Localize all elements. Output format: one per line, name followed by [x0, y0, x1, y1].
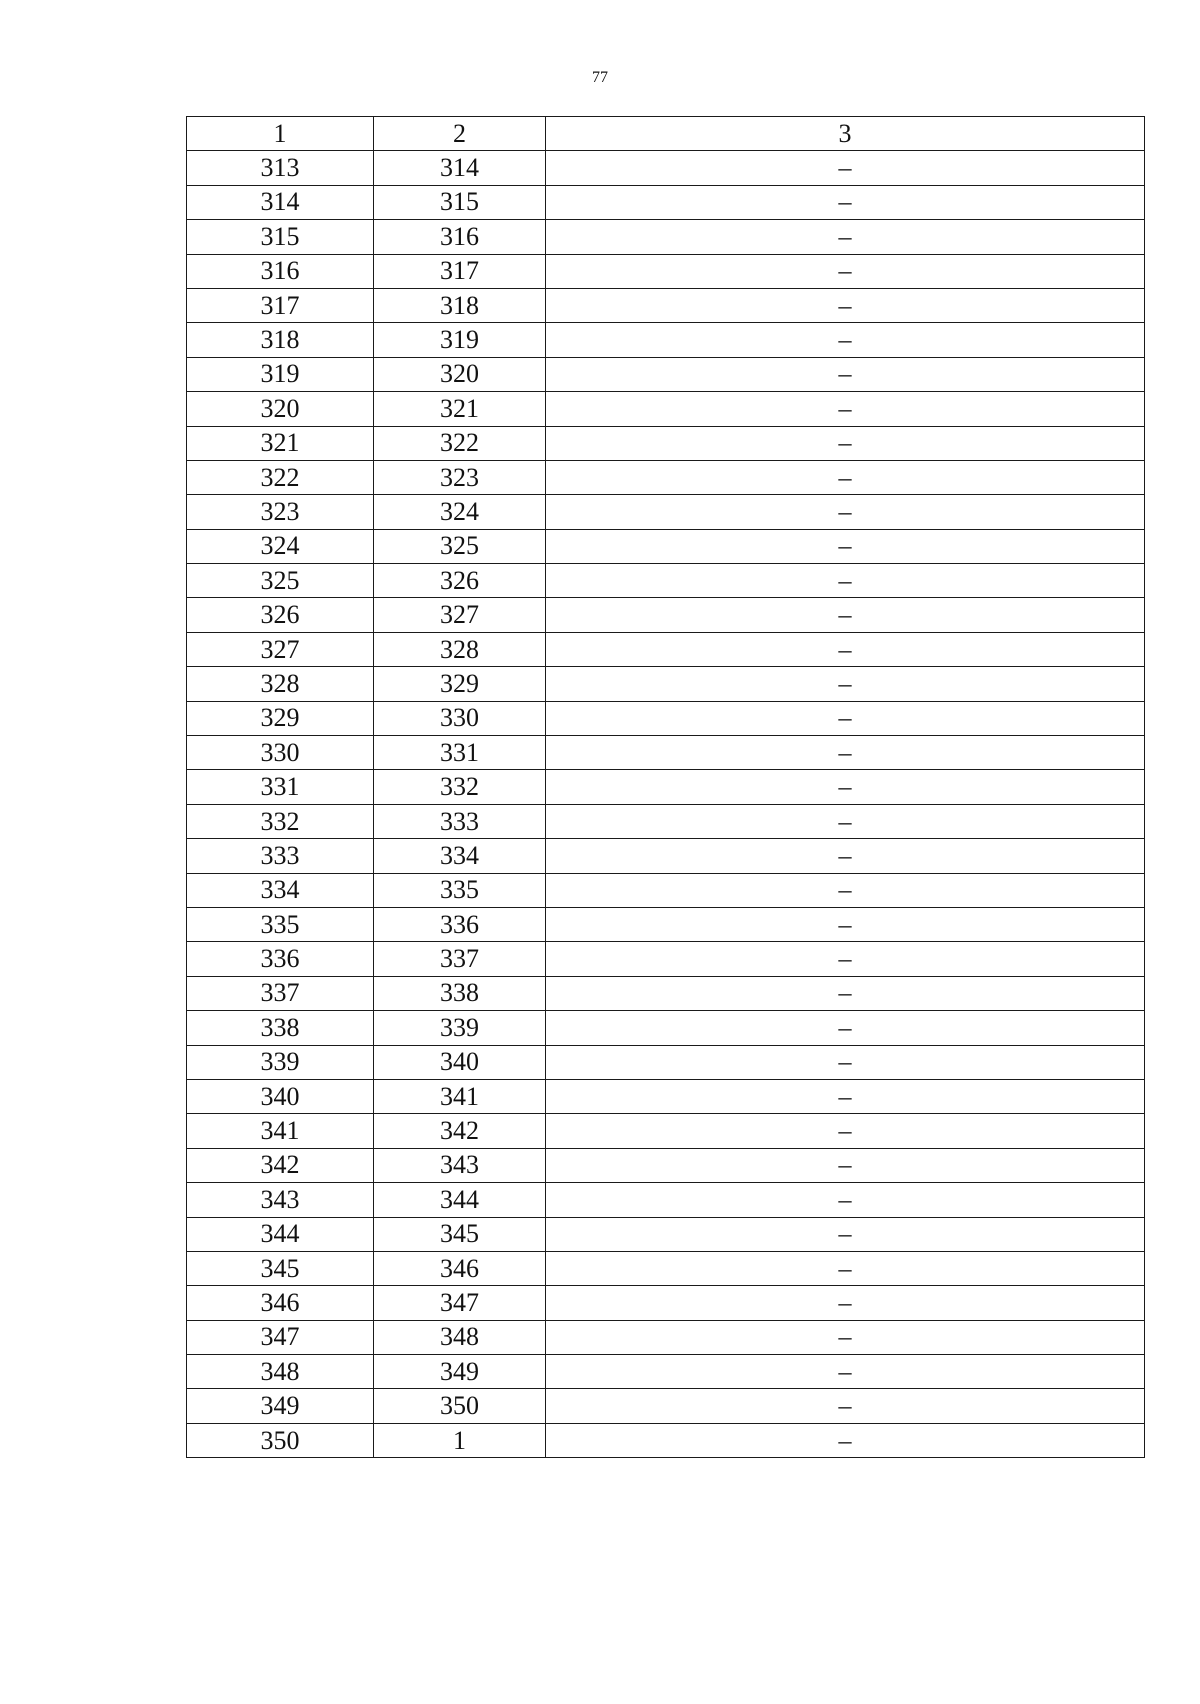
- table-row: [187, 1114, 1145, 1148]
- table-cell: 321: [374, 392, 546, 426]
- table-row: [187, 460, 1145, 494]
- table-cell: –: [546, 185, 1145, 219]
- table-cell: 319: [187, 357, 374, 391]
- table-cell: 323: [374, 460, 546, 494]
- table-cell: –: [546, 667, 1145, 701]
- table-cell: –: [546, 598, 1145, 632]
- table-row: [187, 804, 1145, 838]
- header-row: [187, 117, 1145, 151]
- table-cell: 332: [187, 804, 374, 838]
- table-cell: 330: [187, 736, 374, 770]
- table-cell: –: [546, 1355, 1145, 1389]
- table-cell: 324: [374, 495, 546, 529]
- table-cell: –: [546, 839, 1145, 873]
- table-cell: 347: [187, 1320, 374, 1354]
- table-cell: –: [546, 1320, 1145, 1354]
- table-cell: 314: [374, 151, 546, 185]
- table-cell: 315: [187, 220, 374, 254]
- table-row: [187, 564, 1145, 598]
- table-cell: 324: [187, 529, 374, 563]
- table-cell: –: [546, 1251, 1145, 1285]
- table-cell: 335: [187, 907, 374, 941]
- table-cell: 327: [374, 598, 546, 632]
- table-cell: 342: [187, 1148, 374, 1182]
- table-row: [187, 667, 1145, 701]
- table-row: [187, 1423, 1145, 1457]
- table-cell: 342: [374, 1114, 546, 1148]
- table-cell: 347: [374, 1286, 546, 1320]
- table-cell: –: [546, 1148, 1145, 1182]
- table-cell: –: [546, 1079, 1145, 1113]
- table-cell: 349: [187, 1389, 374, 1423]
- table-cell: –: [546, 907, 1145, 941]
- table-cell: 332: [374, 770, 546, 804]
- table-row: [187, 1217, 1145, 1251]
- table-row: [187, 598, 1145, 632]
- table-cell: 318: [374, 288, 546, 322]
- table-cell: 316: [374, 220, 546, 254]
- table-cell: –: [546, 392, 1145, 426]
- table-cell: 326: [187, 598, 374, 632]
- table-cell: 319: [374, 323, 546, 357]
- table-cell: 334: [374, 839, 546, 873]
- table-cell: –: [546, 1183, 1145, 1217]
- table-row: [187, 839, 1145, 873]
- table-row: [187, 1286, 1145, 1320]
- table-cell: 344: [187, 1217, 374, 1251]
- table-cell: 333: [187, 839, 374, 873]
- table-row: [187, 185, 1145, 219]
- column-header: 2: [374, 117, 546, 151]
- table-cell: 346: [187, 1286, 374, 1320]
- table-cell: –: [546, 1389, 1145, 1423]
- table-cell: 322: [374, 426, 546, 460]
- table-cell: 336: [187, 942, 374, 976]
- page-number: 77: [592, 69, 608, 86]
- table-cell: 318: [187, 323, 374, 357]
- table-cell: 325: [374, 529, 546, 563]
- table-cell: 320: [187, 392, 374, 426]
- table-cell: 339: [187, 1045, 374, 1079]
- table-row: [187, 942, 1145, 976]
- table-cell: –: [546, 323, 1145, 357]
- table-row: [187, 770, 1145, 804]
- table-cell: –: [546, 976, 1145, 1010]
- table-row: [187, 254, 1145, 288]
- table-cell: 341: [374, 1079, 546, 1113]
- table-row: [187, 1148, 1145, 1182]
- table-cell: 329: [187, 701, 374, 735]
- table-cell: 343: [187, 1183, 374, 1217]
- table-cell: 340: [187, 1079, 374, 1113]
- table-row: [187, 907, 1145, 941]
- table-cell: 313: [187, 151, 374, 185]
- table-cell: –: [546, 357, 1145, 391]
- table-cell: 325: [187, 564, 374, 598]
- table-row: [187, 1183, 1145, 1217]
- table-cell: 317: [187, 288, 374, 322]
- column-header: 1: [187, 117, 374, 151]
- table-row: [187, 1011, 1145, 1045]
- table-cell: 336: [374, 907, 546, 941]
- table-row: [187, 701, 1145, 735]
- table-cell: 340: [374, 1045, 546, 1079]
- table-body: [187, 151, 1145, 1458]
- table-cell: –: [546, 873, 1145, 907]
- table-row: [187, 976, 1145, 1010]
- data-table: [186, 116, 1145, 1458]
- table-cell: 350: [187, 1423, 374, 1457]
- table-cell: –: [546, 942, 1145, 976]
- table-cell: 1: [374, 1423, 546, 1457]
- table-header: [187, 117, 1145, 151]
- table-cell: 345: [374, 1217, 546, 1251]
- table-row: [187, 392, 1145, 426]
- table-row: [187, 1251, 1145, 1285]
- table-cell: –: [546, 151, 1145, 185]
- table-row: [187, 873, 1145, 907]
- table-cell: –: [546, 804, 1145, 838]
- table-cell: 327: [187, 632, 374, 666]
- column-header: 3: [546, 117, 1145, 151]
- table-row: [187, 220, 1145, 254]
- table-row: [187, 495, 1145, 529]
- table-cell: 329: [374, 667, 546, 701]
- table-cell: 338: [374, 976, 546, 1010]
- table-cell: 349: [374, 1355, 546, 1389]
- table-cell: 339: [374, 1011, 546, 1045]
- table-cell: 337: [187, 976, 374, 1010]
- table-cell: 322: [187, 460, 374, 494]
- table-cell: 316: [187, 254, 374, 288]
- table-cell: –: [546, 632, 1145, 666]
- table-row: [187, 357, 1145, 391]
- table-cell: –: [546, 564, 1145, 598]
- table-cell: 344: [374, 1183, 546, 1217]
- table-cell: 321: [187, 426, 374, 460]
- table-row: [187, 1079, 1145, 1113]
- table-cell: 326: [374, 564, 546, 598]
- table-cell: –: [546, 220, 1145, 254]
- table-row: [187, 529, 1145, 563]
- table-cell: 348: [374, 1320, 546, 1354]
- data-table-container: [186, 116, 1144, 1458]
- table-cell: 315: [374, 185, 546, 219]
- table-cell: 350: [374, 1389, 546, 1423]
- table-cell: 334: [187, 873, 374, 907]
- table-row: [187, 151, 1145, 185]
- table-cell: –: [546, 1011, 1145, 1045]
- table-cell: –: [546, 1114, 1145, 1148]
- table-cell: –: [546, 1045, 1145, 1079]
- table-cell: –: [546, 254, 1145, 288]
- table-row: [187, 1355, 1145, 1389]
- table-cell: 328: [187, 667, 374, 701]
- table-row: [187, 1320, 1145, 1354]
- table-row: [187, 323, 1145, 357]
- table-cell: –: [546, 701, 1145, 735]
- table-cell: 343: [374, 1148, 546, 1182]
- table-cell: –: [546, 460, 1145, 494]
- table-cell: –: [546, 1217, 1145, 1251]
- table-cell: –: [546, 426, 1145, 460]
- table-cell: –: [546, 1423, 1145, 1457]
- table-cell: 338: [187, 1011, 374, 1045]
- table-cell: 333: [374, 804, 546, 838]
- table-cell: –: [546, 529, 1145, 563]
- table-row: [187, 426, 1145, 460]
- table-cell: 345: [187, 1251, 374, 1285]
- table-cell: 346: [374, 1251, 546, 1285]
- table-cell: 335: [374, 873, 546, 907]
- table-cell: 320: [374, 357, 546, 391]
- table-cell: 331: [374, 736, 546, 770]
- table-cell: 348: [187, 1355, 374, 1389]
- table-cell: 337: [374, 942, 546, 976]
- table-cell: 331: [187, 770, 374, 804]
- table-cell: –: [546, 495, 1145, 529]
- table-cell: –: [546, 1286, 1145, 1320]
- table-cell: 323: [187, 495, 374, 529]
- table-cell: –: [546, 770, 1145, 804]
- table-cell: 330: [374, 701, 546, 735]
- table-cell: 328: [374, 632, 546, 666]
- table-cell: –: [546, 288, 1145, 322]
- table-row: [187, 288, 1145, 322]
- table-row: [187, 1389, 1145, 1423]
- table-cell: –: [546, 736, 1145, 770]
- table-cell: 314: [187, 185, 374, 219]
- table-row: [187, 736, 1145, 770]
- table-cell: 341: [187, 1114, 374, 1148]
- table-row: [187, 1045, 1145, 1079]
- table-row: [187, 632, 1145, 666]
- table-cell: 317: [374, 254, 546, 288]
